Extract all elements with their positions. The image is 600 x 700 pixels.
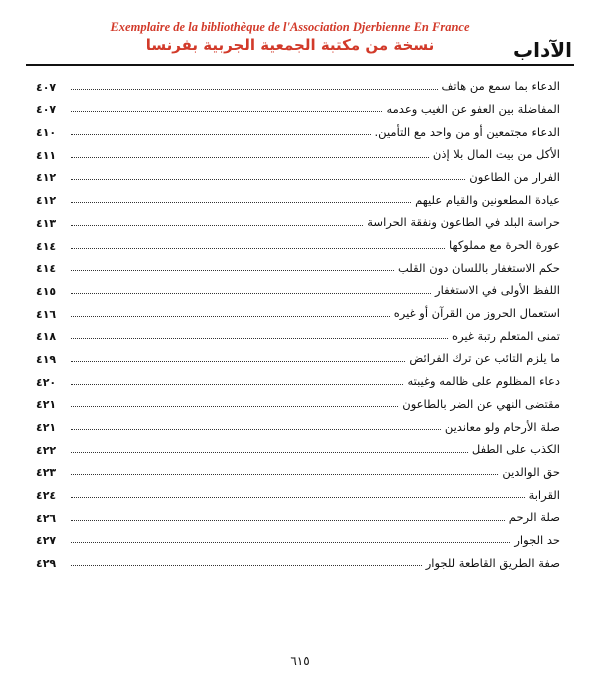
toc-entry: [36, 456, 560, 479]
toc-entry-title: حكم الاستغفار باللسان دون القلب: [398, 260, 560, 275]
toc-entry-page: ٤٢٣: [36, 466, 57, 480]
toc-entry-title: المفاضلة بين العفو عن الغيب وعدمه: [386, 101, 560, 116]
toc-entry: [36, 115, 560, 138]
library-stamp-french: Exemplaire de la bibliothèque de l'Association Djerbienne En France: [110, 20, 470, 34]
toc-entry-page: ٤٢٢: [36, 443, 57, 457]
toc-entry-title: مقتضى النهي عن الضر بالطاعون: [402, 396, 560, 411]
toc-entry-title: عيادة المطعونين والقيام عليهم: [415, 192, 560, 207]
toc-entry: [36, 70, 560, 93]
dot-leader: [71, 293, 431, 294]
toc-entry-title: صفة الطريق القاطعة للجوار: [425, 555, 560, 570]
toc-entry-title: صلة الرحم: [508, 510, 560, 525]
library-stamp-arabic: نسخة من مكتبة الجمعية الجربية بفرنسا: [145, 36, 435, 54]
toc-entry-page: ٤٢٤: [36, 489, 57, 503]
toc-entry: [36, 274, 560, 297]
toc-entry: [36, 546, 560, 569]
dot-leader: [71, 134, 371, 135]
dot-leader: [71, 202, 411, 203]
toc-entry-title: الأكل من بيت المال بلا إذن: [432, 147, 560, 162]
dot-leader: [71, 520, 505, 521]
toc-entry-page: ٤٢٠: [36, 375, 57, 389]
toc-entry: [36, 478, 560, 501]
toc-entry-title: حق الوالدين: [502, 464, 560, 479]
toc-entry-page: ٤١٢: [36, 194, 57, 208]
toc-entry: [36, 388, 560, 411]
dot-leader: [71, 270, 394, 271]
toc-entry-title: استعمال الحروز من القرآن أو غيره: [393, 306, 560, 321]
toc-entry: [36, 342, 560, 365]
dot-leader: [71, 542, 510, 543]
toc-entry-page: ٤١٩: [36, 352, 57, 366]
toc-entry-page: ٤١٢: [36, 171, 57, 185]
dot-leader: [71, 248, 445, 249]
toc-entry-page: ٤٢٩: [36, 557, 57, 571]
toc-entry: [36, 183, 560, 206]
toc-entry-title: حد الجوار: [514, 532, 560, 547]
toc-entry: [36, 252, 560, 275]
toc-entry-title: الدعاء بما سمع من هاتف: [441, 79, 560, 94]
toc-entry-title: عورة الحرة مع مملوكها: [449, 238, 560, 252]
toc-entry-title: الفرار من الطاعون: [469, 169, 560, 184]
dot-leader: [71, 497, 525, 498]
toc-entry-title: الدعاء مجتمعين أو من واحد مع التأمين.: [374, 124, 560, 139]
dot-leader: [71, 452, 468, 453]
table-of-contents: [36, 70, 560, 569]
toc-entry-page: ٤٠٧: [36, 80, 57, 94]
toc-entry-page: ٤٢٧: [36, 534, 57, 548]
dot-leader: [71, 338, 448, 339]
toc-entry-page: ٤١٨: [36, 330, 57, 344]
toc-entry-title: الكذب على الطفل: [471, 442, 560, 457]
toc-entry: [36, 410, 560, 433]
toc-entry: [36, 320, 560, 343]
toc-entry: [36, 206, 560, 229]
dot-leader: [71, 429, 441, 430]
dot-leader: [71, 565, 422, 566]
dot-leader: [71, 361, 405, 362]
dot-leader: [71, 179, 465, 180]
toc-entry-title: حراسة البلد في الطاعون ونفقة الحراسة: [367, 215, 560, 230]
toc-entry: [36, 138, 560, 161]
toc-entry-page: ٤٢١: [36, 421, 57, 434]
toc-entry-title: صلة الأرحام ولو معاندين: [444, 419, 560, 434]
toc-entry-page: ٤٠٧: [36, 103, 57, 117]
dot-leader: [71, 89, 438, 90]
toc-entry-title: القرابة: [528, 487, 560, 502]
toc-entry-page: ٤٢٦: [36, 511, 57, 525]
toc-entry: [36, 433, 560, 456]
toc-entry-page: ٤١٤: [36, 239, 57, 253]
toc-entry: [36, 229, 560, 252]
toc-entry: [36, 161, 560, 184]
dot-leader: [71, 225, 363, 226]
dot-leader: [71, 474, 498, 475]
toc-entry-page: ٤١٤: [36, 262, 57, 276]
dot-leader: [71, 157, 429, 158]
toc-entry-page: ٤١٥: [36, 284, 57, 298]
toc-entry-title: دعاء المظلوم على ظالمه وغيبته: [407, 374, 560, 389]
toc-entry: [36, 297, 560, 320]
header-rule: [26, 64, 574, 66]
page-number: ٦١٥: [290, 654, 310, 668]
toc-entry-page: ٤١٦: [36, 307, 57, 321]
toc-entry-title: ما يلزم التائب عن ترك الفرائض: [409, 351, 560, 366]
toc-entry-page: ٤١٣: [36, 216, 57, 230]
toc-entry: [36, 93, 560, 116]
toc-entry: [36, 524, 560, 547]
toc-entry-page: ٤٢١: [36, 398, 57, 412]
dot-leader: [71, 111, 382, 112]
toc-entry-title: اللفظ الأولى في الاستغفار: [435, 283, 560, 298]
toc-entry: [36, 501, 560, 524]
dot-leader: [71, 384, 403, 385]
section-header: الآداب: [513, 38, 572, 62]
toc-entry-page: ٤١٠: [36, 126, 57, 140]
dot-leader: [71, 406, 398, 407]
dot-leader: [71, 316, 390, 317]
toc-entry-title: تمنى المتعلم رتبة غيره: [452, 328, 560, 343]
toc-entry-page: ٤١١: [36, 148, 57, 162]
toc-entry: [36, 365, 560, 388]
